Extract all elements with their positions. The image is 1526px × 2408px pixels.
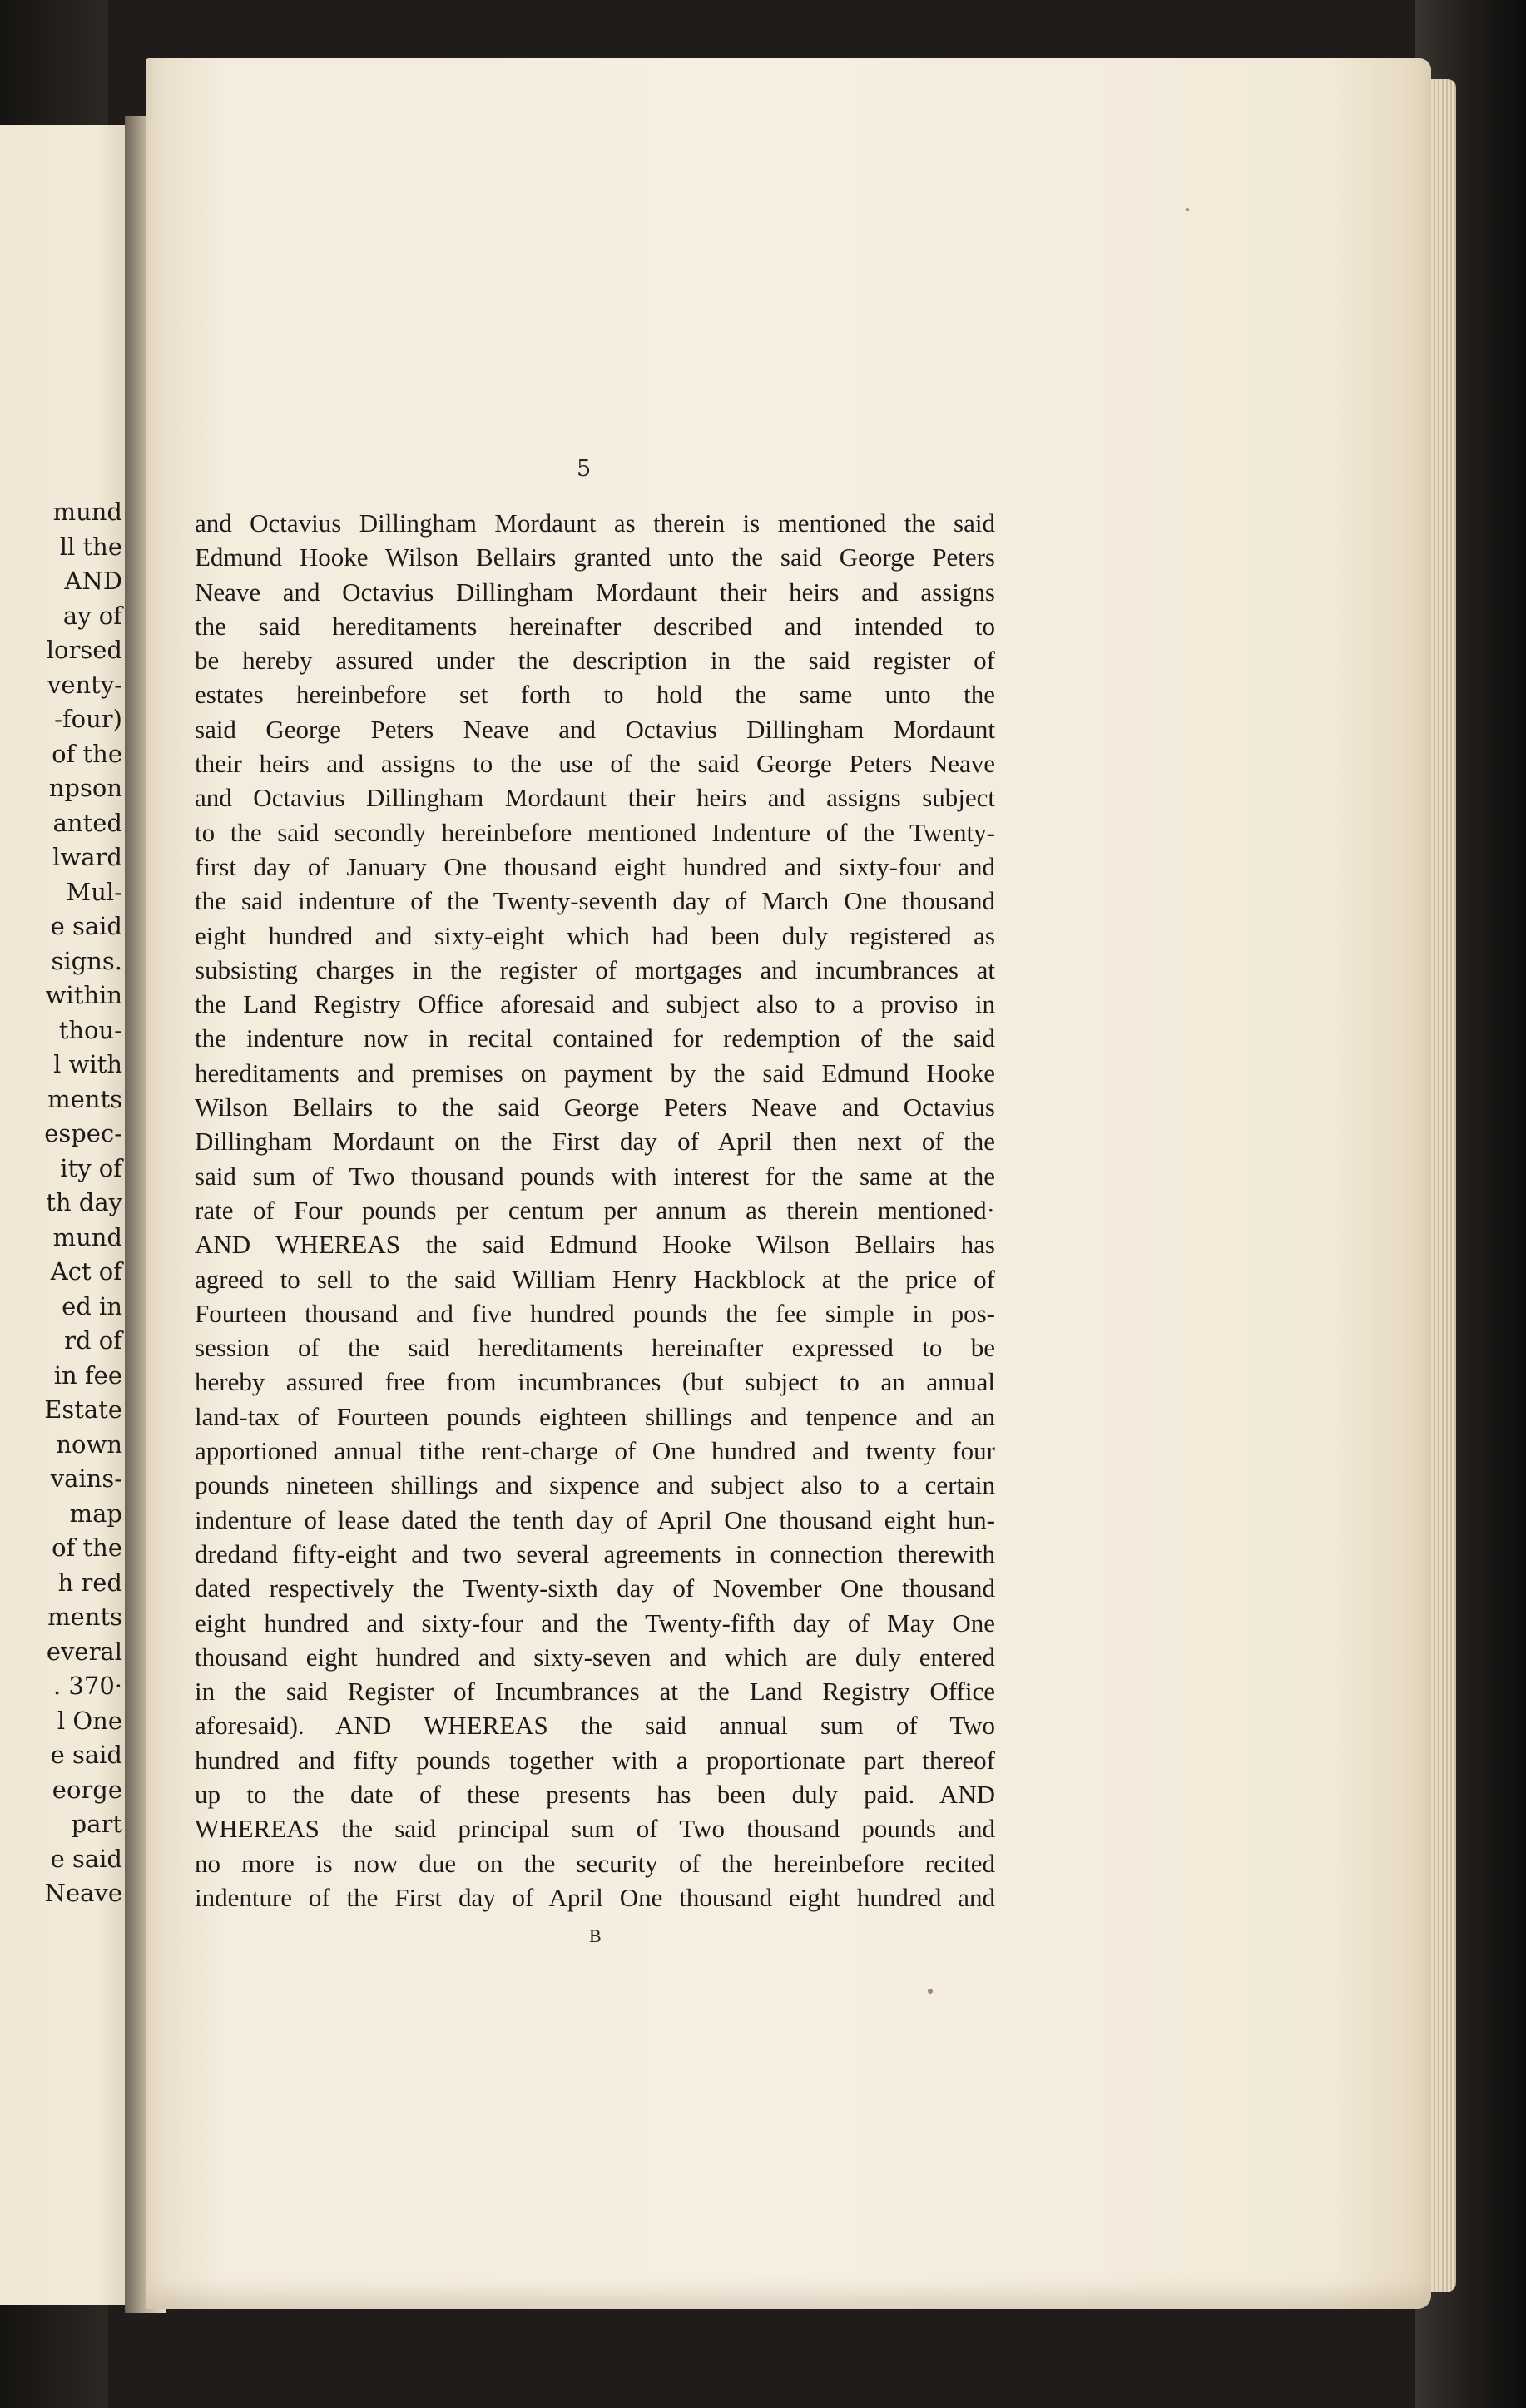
left-text-fragment: espec- bbox=[44, 1119, 122, 1147]
left-text-fragment: l with bbox=[53, 1050, 122, 1078]
left-text-fragment: th day bbox=[46, 1188, 122, 1216]
left-text-fragment: -four) bbox=[54, 705, 122, 733]
left-text-fragment: lorsed bbox=[46, 636, 122, 664]
page-number: 5 bbox=[577, 456, 592, 482]
left-text-fragment: in fee bbox=[53, 1360, 122, 1390]
text-line: eight hundred and sixty-four and the Twenty-fifth day of May One bbox=[195, 1608, 995, 1638]
text-line: Wilson Bellairs to the said George Peters Neave and Octavius bbox=[195, 1093, 995, 1122]
left-text-fragment: mund bbox=[52, 498, 122, 526]
text-line: AND WHEREAS the said Edmund Hooke Wilson Bellairs has bbox=[195, 1230, 995, 1260]
text-line: land-tax of Fourteen pounds eighteen shillings and tenpence and an bbox=[195, 1401, 995, 1431]
text-line: the said indenture of the Twenty-seventh day of March One thousand bbox=[195, 886, 995, 916]
left-page bbox=[0, 125, 137, 2305]
left-text-fragment: ay of bbox=[62, 601, 122, 630]
left-text-fragment: Act of bbox=[50, 1257, 122, 1286]
text-line: session of the said hereditaments hereinafter expressed to be bbox=[195, 1333, 995, 1363]
left-text-fragment: vains- bbox=[50, 1464, 122, 1493]
left-text-fragment: e said bbox=[50, 912, 122, 940]
left-text-fragment: thou- bbox=[58, 1015, 122, 1044]
text-line: no more is now due on the security of the hereinbefore recited bbox=[195, 1848, 995, 1878]
text-line: hundred and fifty pounds together with a proportionate part thereof bbox=[195, 1745, 995, 1775]
left-text-fragment: part bbox=[71, 1810, 122, 1838]
text-line: WHEREAS the said principal sum of Two thousand pounds and bbox=[195, 1814, 995, 1844]
left-text-fragment: e said bbox=[50, 1844, 122, 1873]
left-text-fragment: venty- bbox=[47, 670, 122, 699]
signature-mark: B bbox=[589, 1925, 602, 1946]
text-line: and Octavius Dillingham Mordaunt their heirs and assigns subject bbox=[195, 783, 995, 813]
text-line: and Octavius Dillingham Mordaunt as therein is mentioned the said bbox=[195, 508, 995, 538]
text-line: hereby assured free from incumbrances (but subject to an annual bbox=[195, 1367, 995, 1397]
paper-speck bbox=[1186, 208, 1189, 211]
text-line: the indenture now in recital contained for redemption of the said bbox=[195, 1023, 995, 1053]
left-text-fragment: rd of bbox=[64, 1326, 122, 1355]
left-text-fragment: l One bbox=[57, 1706, 122, 1735]
text-line: in the said Register of Incumbrances at the Land Registry Office bbox=[195, 1677, 995, 1707]
body-text bbox=[195, 506, 995, 1915]
text-line: their heirs and assigns to the use of the said George Peters Neave bbox=[195, 749, 995, 779]
left-text-fragment: eorge bbox=[52, 1775, 122, 1804]
left-text-fragment: ed in bbox=[62, 1291, 122, 1320]
text-line: indenture of the First day of April One thousand eight hundred and bbox=[195, 1882, 995, 1912]
text-line: subsisting charges in the register of mortgages and incumbrances at bbox=[195, 954, 995, 984]
text-line: hereditaments and premises on payment by the said Edmund Hooke bbox=[195, 1058, 995, 1088]
text-line: pounds nineteen shillings and sixpence and subject also to a certain bbox=[195, 1470, 995, 1500]
left-text-fragment: . 370· bbox=[52, 1672, 122, 1700]
left-text-fragment: ll the bbox=[59, 532, 122, 561]
text-line: Edmund Hooke Wilson Bellairs granted unto the said George Peters bbox=[195, 543, 995, 572]
left-text-fragment: Estate bbox=[44, 1395, 122, 1424]
text-line: said sum of Two thousand pounds with interest for the same at the bbox=[195, 1161, 995, 1191]
text-line: apportioned annual tithe rent-charge of One hundred and twenty four bbox=[195, 1436, 995, 1466]
text-line: the Land Registry Office aforesaid and subject also to a proviso in bbox=[195, 989, 995, 1019]
paper-speck bbox=[928, 1989, 933, 1994]
left-text-fragment: signs. bbox=[51, 946, 122, 975]
left-text-fragment: AND bbox=[64, 567, 122, 595]
text-line: up to the date of these presents has been duly paid. AND bbox=[195, 1779, 995, 1809]
left-text-fragment: npson bbox=[48, 774, 122, 802]
text-line: to the said secondly hereinbefore mentioned Indenture of the Twenty- bbox=[195, 817, 995, 847]
text-line: the said hereditaments hereinafter described and intended to bbox=[195, 611, 995, 641]
text-line: first day of January One thousand eight hundred and sixty-four and bbox=[195, 851, 995, 881]
text-line: Dillingham Mordaunt on the First day of April then next of the bbox=[195, 1127, 995, 1157]
text-line: Fourteen thousand and five hundred pounds the fee simple in pos- bbox=[195, 1298, 995, 1328]
left-text-fragment: ity of bbox=[60, 1153, 122, 1182]
text-line: estates hereinbefore set forth to hold the same unto the bbox=[195, 680, 995, 710]
text-line: dredand fifty-eight and two several agreements in connection therewith bbox=[195, 1538, 995, 1568]
left-text-fragment: h red bbox=[57, 1568, 122, 1597]
text-line: be hereby assured under the description in the said register of bbox=[195, 646, 995, 676]
left-text-fragment: e said bbox=[50, 1741, 122, 1769]
left-text-fragment: anted bbox=[52, 808, 122, 837]
text-line: Neave and Octavius Dillingham Mordaunt their heirs and assigns bbox=[195, 577, 995, 607]
left-text-fragment: map bbox=[69, 1499, 122, 1528]
left-page-text-fragments bbox=[6, 495, 122, 1911]
left-text-fragment: ments bbox=[47, 1084, 122, 1113]
left-text-fragment: ments bbox=[47, 1603, 122, 1631]
text-line: dated respectively the Twenty-sixth day of November One thousand bbox=[195, 1573, 995, 1603]
text-line: rate of Four pounds per centum per annum as therein mentioned· bbox=[195, 1195, 995, 1225]
text-line: thousand eight hundred and sixty-seven and which are duly entered bbox=[195, 1642, 995, 1672]
left-text-fragment: within bbox=[45, 981, 122, 1009]
left-text-fragment: mund bbox=[52, 1222, 122, 1251]
text-line: eight hundred and sixty-eight which had been duly registered as bbox=[195, 920, 995, 950]
text-line: aforesaid). AND WHEREAS the said annual sum of Two bbox=[195, 1711, 995, 1741]
text-line: indenture of lease dated the tenth day of April One thousand eight hun- bbox=[195, 1504, 995, 1534]
text-line: said George Peters Neave and Octavius Dillingham Mordaunt bbox=[195, 714, 995, 744]
left-text-fragment: nown bbox=[56, 1429, 122, 1459]
left-text-fragment: everal bbox=[46, 1637, 122, 1666]
left-text-fragment: Mul- bbox=[66, 877, 122, 906]
left-text-fragment: lward bbox=[52, 843, 122, 871]
left-text-fragment: of the bbox=[52, 1533, 122, 1562]
left-text-fragment: Neave bbox=[44, 1879, 122, 1907]
left-text-fragment: of the bbox=[52, 739, 122, 768]
text-line: agreed to sell to the said William Henry Hackblock at the price of bbox=[195, 1264, 995, 1294]
